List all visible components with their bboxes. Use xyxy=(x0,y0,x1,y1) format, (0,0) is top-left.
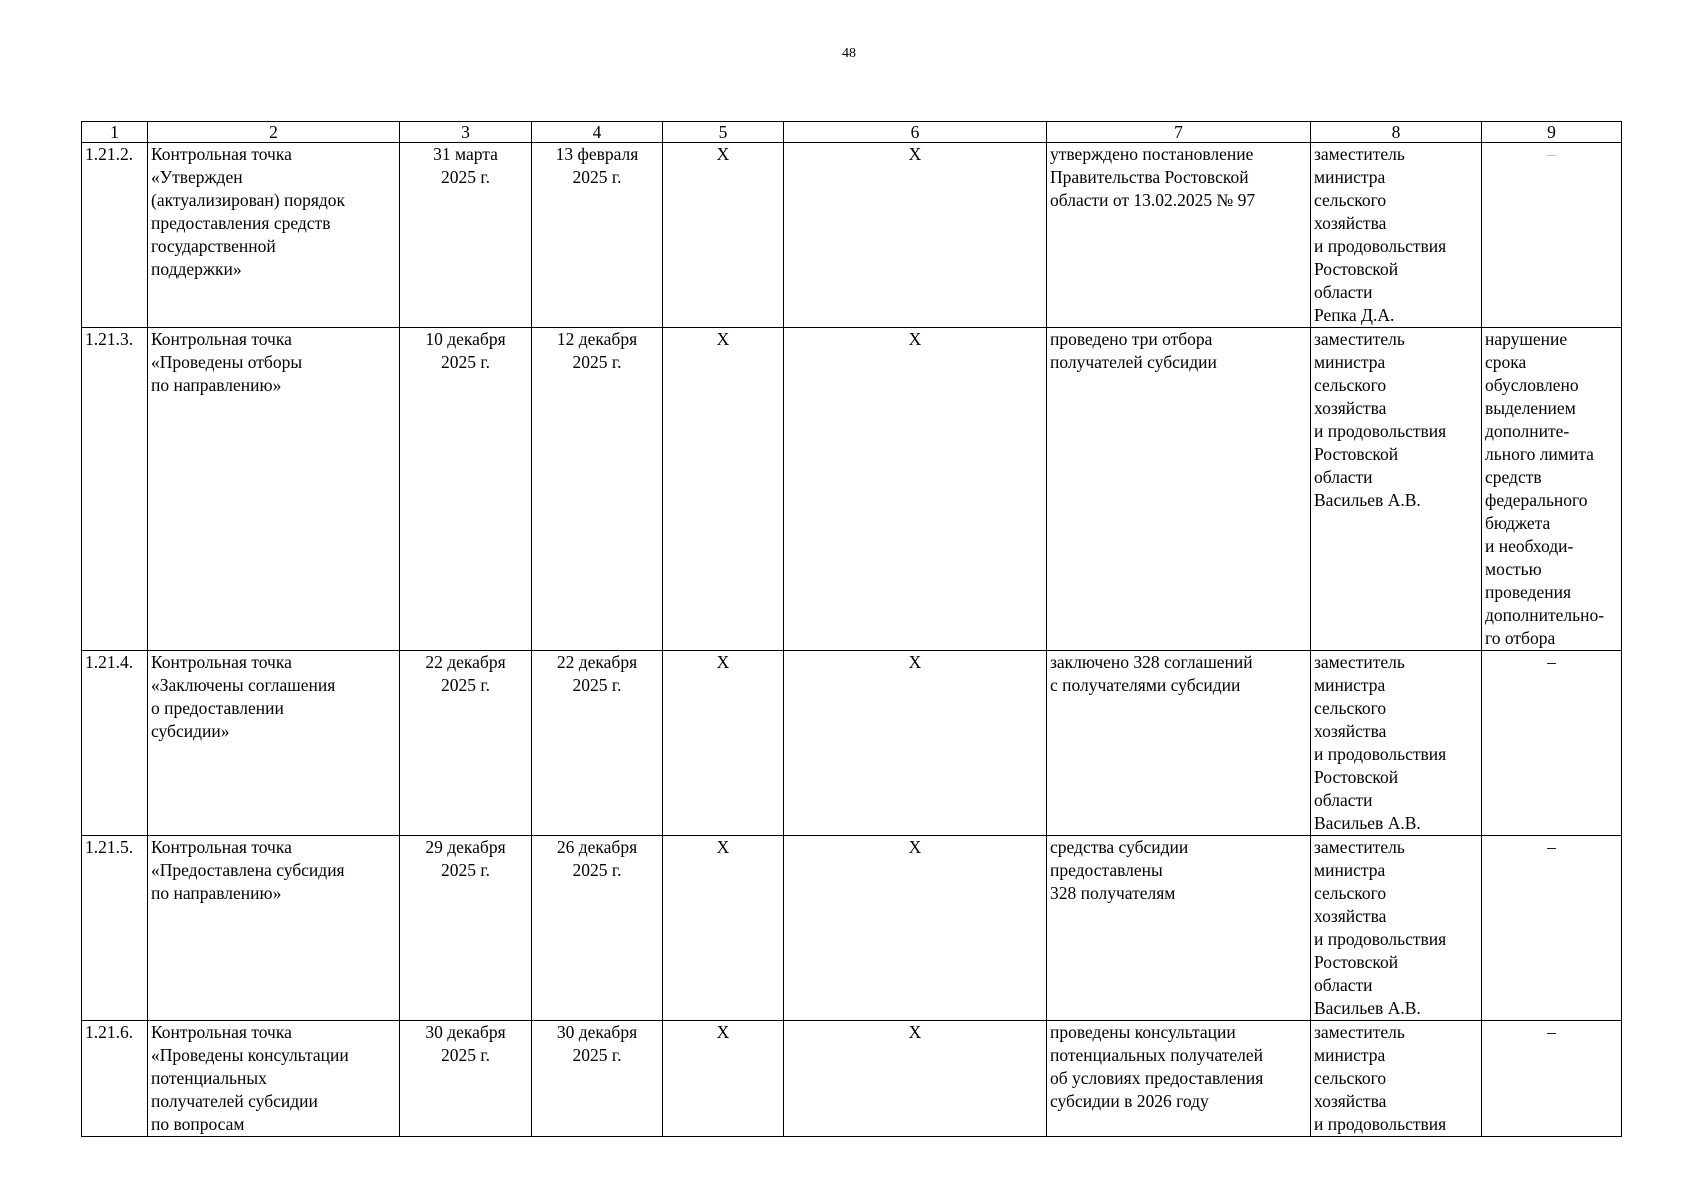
responsible-person: заместитель министра сельского хозяйства и продовольствия Ростовской области Васильев А.В. xyxy=(1311,651,1482,836)
row-number: 1.21.2. xyxy=(82,143,148,328)
col6-value: X xyxy=(784,1021,1047,1137)
table-row xyxy=(82,1021,1622,1137)
control-points-table xyxy=(81,121,1622,1137)
header-col-6: 6 xyxy=(784,122,1047,143)
control-point-name: Контрольная точка «Проведены отборы по направлению» xyxy=(148,328,400,651)
header-col-7: 7 xyxy=(1047,122,1311,143)
page-number: 48 xyxy=(842,46,856,61)
col6-value: X xyxy=(784,328,1047,651)
actual-date: 22 декабря 2025 г. xyxy=(532,651,663,836)
result-text: проведено три отбора получателей субсидии xyxy=(1047,328,1311,651)
header-col-4: 4 xyxy=(532,122,663,143)
header-col-2: 2 xyxy=(148,122,400,143)
result-text: утверждено постановление Правительства Ростовской области от 13.02.2025 № 97 xyxy=(1047,143,1311,328)
table-row xyxy=(82,651,1622,836)
header-col-5: 5 xyxy=(663,122,784,143)
planned-date: 29 декабря 2025 г. xyxy=(400,836,532,1021)
col6-value: X xyxy=(784,143,1047,328)
actual-date: 13 февраля 2025 г. xyxy=(532,143,663,328)
row-number: 1.21.4. xyxy=(82,651,148,836)
table-header-row xyxy=(82,122,1622,143)
note-text: нарушение срока обусловлено выделением дополните- льного лимита средств федерального бюджета и необходи- мостью проведения дополнительно- го отбора xyxy=(1482,328,1622,651)
col5-value: X xyxy=(663,651,784,836)
row-number: 1.21.5. xyxy=(82,836,148,1021)
note-text: – xyxy=(1482,1021,1622,1137)
planned-date: 10 декабря 2025 г. xyxy=(400,328,532,651)
note-text: – xyxy=(1482,836,1622,1021)
table-row xyxy=(82,143,1622,328)
col5-value: X xyxy=(663,1021,784,1137)
row-number: 1.21.6. xyxy=(82,1021,148,1137)
planned-date: 31 марта 2025 г. xyxy=(400,143,532,328)
table-row xyxy=(82,328,1622,651)
col6-value: X xyxy=(784,836,1047,1021)
actual-date: 30 декабря 2025 г. xyxy=(532,1021,663,1137)
header-col-8: 8 xyxy=(1311,122,1482,143)
control-point-name: Контрольная точка «Предоставлена субсидия по направлению» xyxy=(148,836,400,1021)
col5-value: X xyxy=(663,328,784,651)
row-number: 1.21.3. xyxy=(82,328,148,651)
responsible-person: заместитель министра сельского хозяйства и продовольствия Ростовской области Репка Д.А. xyxy=(1311,143,1482,328)
responsible-person: заместитель министра сельского хозяйства и продовольствия Ростовской области Васильев А.В. xyxy=(1311,328,1482,651)
control-point-name: Контрольная точка «Заключены соглашения о предоставлении субсидии» xyxy=(148,651,400,836)
responsible-person: заместитель министра сельского хозяйства и продовольствия Ростовской области Васильев А.В. xyxy=(1311,836,1482,1021)
actual-date: 26 декабря 2025 г. xyxy=(532,836,663,1021)
planned-date: 22 декабря 2025 г. xyxy=(400,651,532,836)
header-col-9: 9 xyxy=(1482,122,1622,143)
col5-value: X xyxy=(663,836,784,1021)
responsible-person: заместитель министра сельского хозяйства и продовольствия xyxy=(1311,1021,1482,1137)
result-text: проведены консультации потенциальных получателей об условиях предоставления субсидии в 2026 году xyxy=(1047,1021,1311,1137)
note-text: – xyxy=(1482,143,1622,328)
result-text: средства субсидии предоставлены 328 получателям xyxy=(1047,836,1311,1021)
col6-value: X xyxy=(784,651,1047,836)
table-row xyxy=(82,836,1622,1021)
control-point-name: Контрольная точка «Утвержден (актуализирован) порядок предоставления средств государственной поддержки» xyxy=(148,143,400,328)
actual-date: 12 декабря 2025 г. xyxy=(532,328,663,651)
planned-date: 30 декабря 2025 г. xyxy=(400,1021,532,1137)
col5-value: X xyxy=(663,143,784,328)
note-text: – xyxy=(1482,651,1622,836)
header-col-1: 1 xyxy=(82,122,148,143)
control-point-name: Контрольная точка «Проведены консультации потенциальных получателей субсидии по вопросам xyxy=(148,1021,400,1137)
result-text: заключено 328 соглашений с получателями субсидии xyxy=(1047,651,1311,836)
header-col-3: 3 xyxy=(400,122,532,143)
